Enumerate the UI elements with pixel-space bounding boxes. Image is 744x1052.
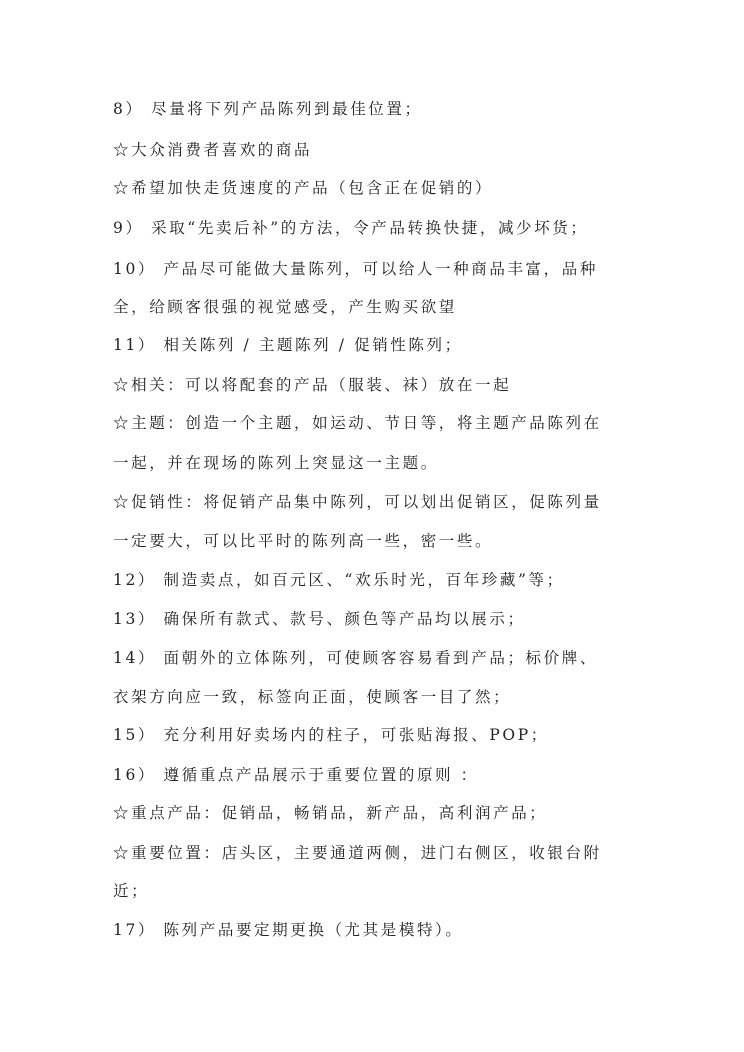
list-item-10-cont: 全，给顾客很强的视觉感受，产生购买欲望 — [113, 298, 457, 316]
list-item-15: 15） 充分利用好卖场内的柱子，可张贴海报、POP； — [113, 726, 549, 744]
list-item-17: 17） 陈列产品要定期更换（尤其是模特）。 — [113, 921, 464, 939]
list-item-16: 16） 遵循重点产品展示于重要位置的原则 ： — [113, 766, 479, 784]
list-item-8: 8） 尽量将下列产品陈列到最佳位置； — [113, 100, 423, 118]
star-item-key-products: ☆重点产品：促销品，畅销品，新产品，高利润产品； — [113, 804, 548, 822]
list-item-9: 9） 采取“先卖后补”的方法，令产品转换快捷，减少坏货； — [113, 219, 589, 237]
star-item-related: ☆相关：可以将配套的产品（服装、袜）放在一起 — [113, 376, 512, 394]
star-item-key-locations-cont: 近； — [113, 882, 150, 900]
star-item-fast-moving: ☆希望加快走货速度的产品（包含正在促销的） — [113, 179, 494, 197]
star-item-promotion-cont: 一定要大，可以比平时的陈列高一些，密一些。 — [113, 532, 494, 550]
list-item-13: 13） 确保所有款式、款号、颜色等产品均以展示； — [113, 610, 526, 628]
star-item-popular-goods: ☆大众消费者喜欢的商品 — [113, 141, 313, 159]
list-item-12: 12） 制造卖点，如百元区、“欢乐时光，百年珍藏”等； — [113, 571, 565, 589]
list-item-14: 14） 面朝外的立体陈列，可使顾客容易看到产品；标价牌、 — [113, 649, 598, 667]
star-item-theme: ☆主题：创造一个主题，如运动、节日等，将主题产品陈列在 — [113, 414, 602, 432]
star-item-theme-cont: 一起，并在现场的陈列上突显这一主题。 — [113, 454, 439, 472]
star-item-key-locations: ☆重要位置：店头区，主要通道两侧，进门右侧区，收银台附 — [113, 844, 602, 862]
list-item-11: 11） 相关陈列 / 主题陈列 / 促销性陈列； — [113, 336, 463, 354]
list-item-14-cont: 衣架方向应一致，标签向正面，使顾客一目了然； — [113, 688, 512, 706]
star-item-promotion: ☆促销性：将促销产品集中陈列，可以划出促销区，促陈列量 — [113, 493, 602, 511]
list-item-10: 10） 产品尽可能做大量陈列，可以给人一种商品丰富，品种 — [113, 260, 598, 278]
